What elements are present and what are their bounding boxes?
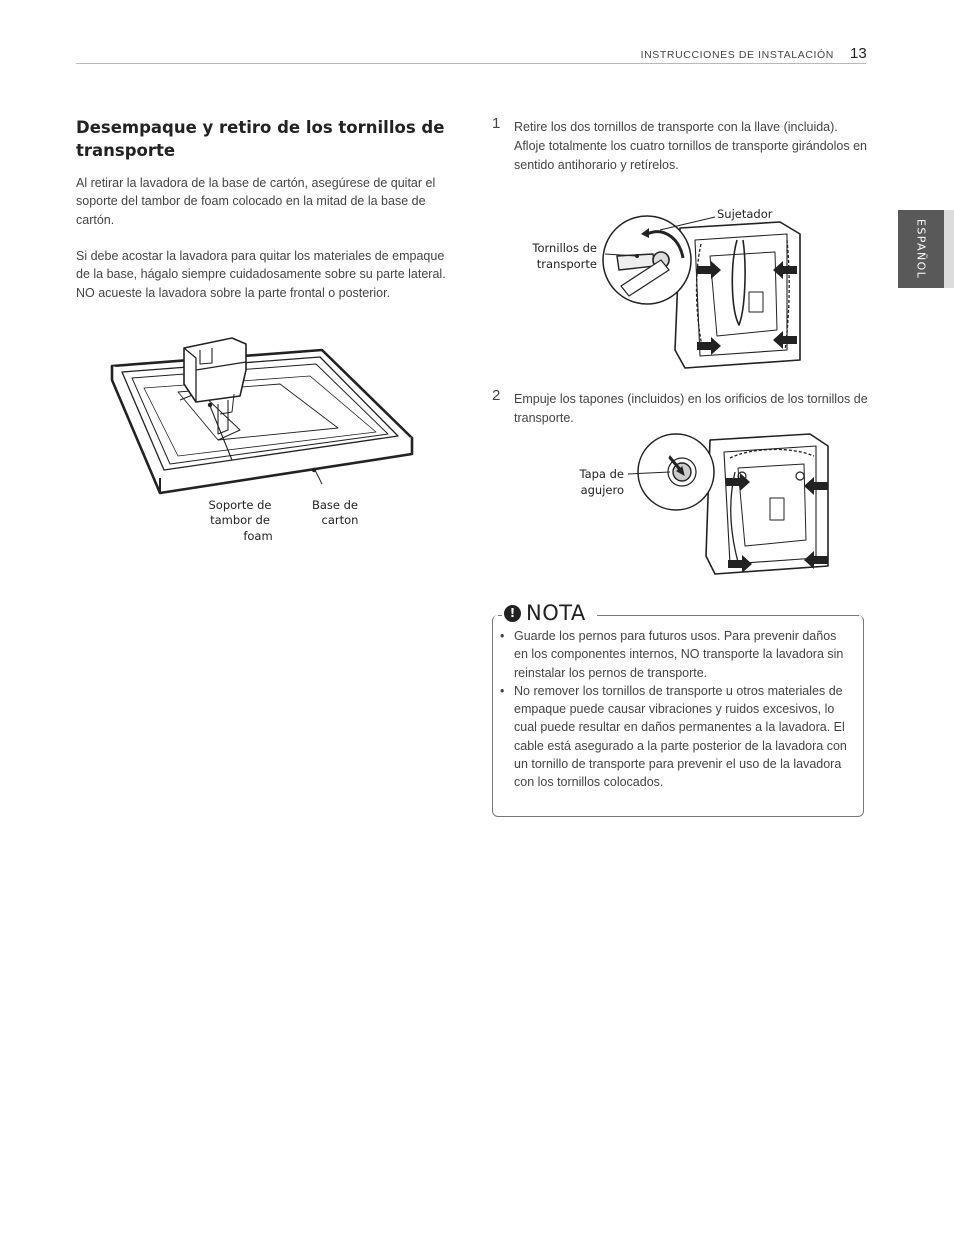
note-list xyxy=(500,627,852,792)
note-item xyxy=(500,627,852,682)
page-number: 13 xyxy=(850,45,867,62)
transport-bolts-illustration xyxy=(525,200,825,372)
step-number: 1 xyxy=(492,115,501,132)
cardboard-base-illustration xyxy=(100,330,430,555)
label-sujetador: Sujetador xyxy=(717,207,773,221)
bullet-icon: • xyxy=(500,683,505,698)
note-item-text: Guarde los pernos para futuros usos. Para prevenir daños en los componentes internos, NO transporte la lavadora sin reinstalar los pernos de transporte. xyxy=(514,629,844,680)
note-heading xyxy=(504,601,590,625)
note-item-text: No remover los tornillos de transporte u otros materiales de empaque puede causar vibraciones y ruidos excesivos, lo cual puede resultar en daños permanentes a la lavadora. El cable está asegurado a la parte posterior de la lavadora con un tornillo de transporte para prevenir el uso de la lavadora con los tornillos colocados. xyxy=(514,683,847,790)
label-soporte-line1: Soporte de xyxy=(208,498,272,512)
note-border-top-right xyxy=(597,615,859,616)
language-tab-label: ESPAÑOL xyxy=(914,218,928,280)
label-soporte-line3: foam xyxy=(243,529,273,543)
running-header: INSTRUCCIONES DE INSTALACIÓN xyxy=(640,49,834,61)
note-title: NOTA xyxy=(526,601,586,625)
language-tab-edge xyxy=(944,210,954,288)
header-divider xyxy=(76,63,866,64)
label-base-line1: Base de xyxy=(311,498,359,512)
hole-caps-illustration xyxy=(570,432,835,577)
step-text: Retire los dos tornillos de transporte con la llave (incluida). Afloje totalmente los cuatro tornillos de transporte girándolos en sentido antihorario y retírelos. xyxy=(514,120,867,172)
warning-paragraph: Si debe acostar la lavadora para quitar los materiales de empaque de la base, hágalo siempre cuidadosamente sobre su parte lateral. NO acueste la lavadora sobre la parte frontal o posterior. xyxy=(76,249,446,300)
label-tapa-line1: Tapa de xyxy=(579,467,624,481)
label-base-line2: carton xyxy=(321,513,359,527)
label-tornillos-line2: transporte xyxy=(536,257,597,271)
label-tapa-line2: agujero xyxy=(580,483,624,497)
language-tab xyxy=(898,210,944,288)
section-title: Desempaque y retiro de los tornillos de transporte xyxy=(76,118,445,160)
step-number: 2 xyxy=(492,387,501,404)
intro-paragraph: Al retirar la lavadora de la base de cartón, asegúrese de quitar el soporte del tambor de foam colocado en la mitad de la base de cartón. xyxy=(76,176,436,227)
step-text: Empuje los tapones (incluidos) en los orificios de los tornillos de transporte. xyxy=(514,392,868,425)
note-border-top-left xyxy=(498,615,502,616)
label-soporte-line2: tambor de xyxy=(210,513,270,527)
note-item xyxy=(500,682,852,792)
bullet-icon: • xyxy=(500,629,505,643)
label-tornillos-line1: Tornillos de xyxy=(532,241,597,255)
exclamation-icon: ! xyxy=(504,605,521,622)
